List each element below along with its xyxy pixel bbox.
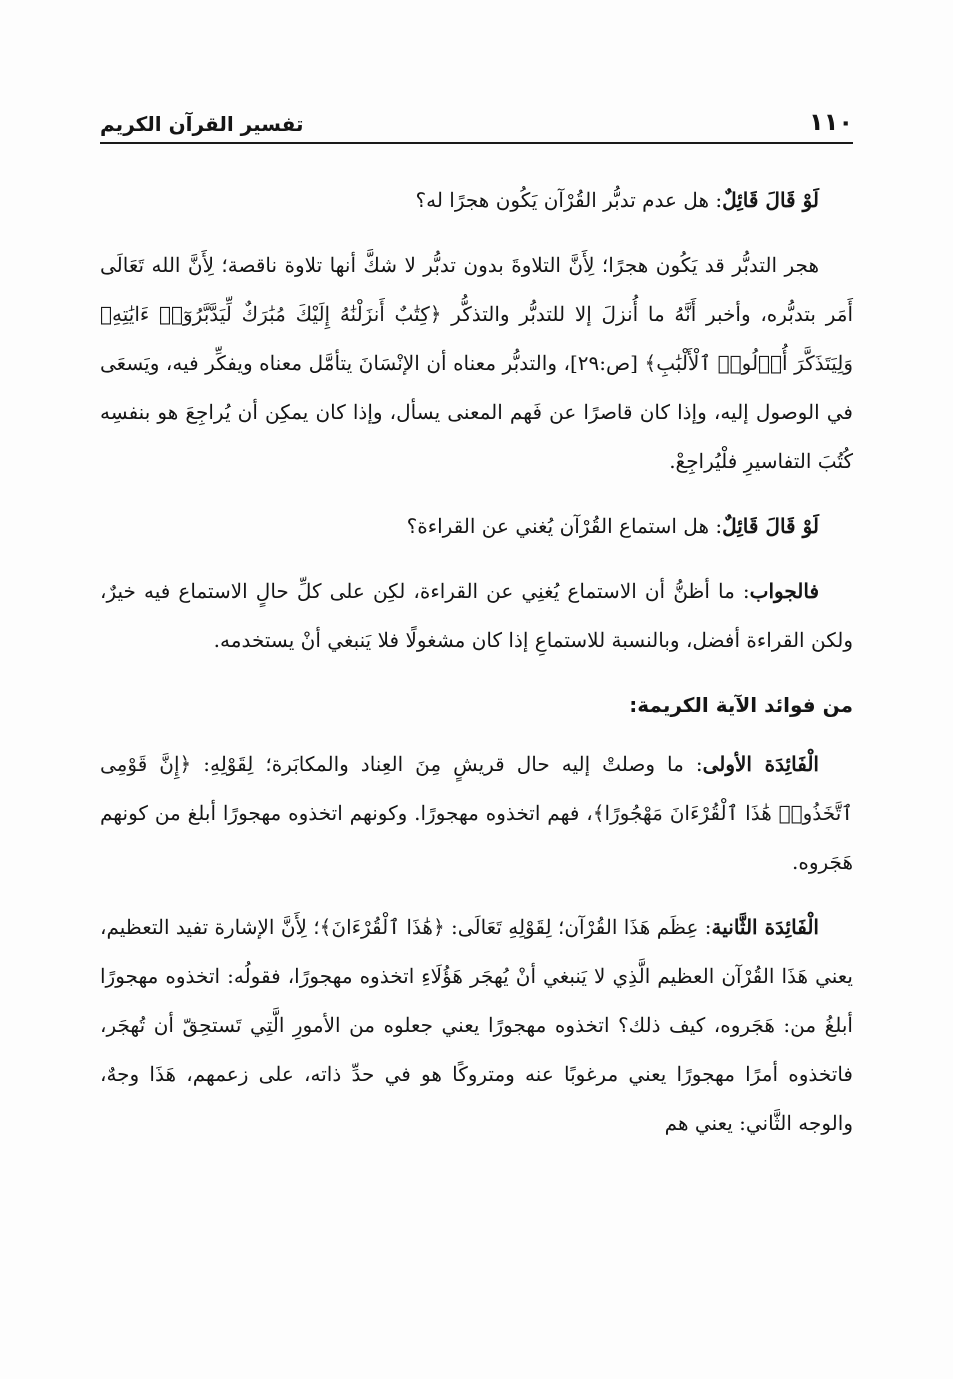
benefit-1 xyxy=(100,740,853,887)
answer-text: ، والتدبُّر معناه أن الإنْسَانَ يتأمَّل معناه ويفكِّر فيه، ويَسعَى في الوصول إليه، وإذا كان قاصرًا عن فَهم المعنى يسأل، وإذا كان يمكِن أن يُراجِعَ هو بنفسِه كُتُبَ التفاسيرِ فلْيُراجِعْ. xyxy=(100,351,853,473)
question-2 xyxy=(100,502,853,551)
benefit-label: الْفَائِدَة الثَّانية xyxy=(711,915,819,939)
answer-2 xyxy=(100,567,853,665)
verse-reference: [ص:٢٩] xyxy=(569,351,645,375)
answer-text: هجر التدبُّر قد يَكُون هجرًا؛ لِأَنَّ التلاوةَ بدون تدبُّر لا شكَّ أنها تلاوة ناقصة؛ لِأَنَّ الله تَعَالَى أَمَر بتدبُّره، وأخبر أَنَّهُ ما أُنزلَ إلا للتدبُّر والتذكُّر xyxy=(100,253,854,326)
benefit-text: : ما وصلتْ إليه حال قريشٍ مِنَ العِناد والمكابَرة؛ لِقَوْلِهِ: xyxy=(191,752,703,776)
answer-1 xyxy=(100,241,853,486)
answer-label: فالجواب xyxy=(749,579,819,603)
page-body xyxy=(100,176,853,1164)
answer-text: : ما أظنُّ أن الاستماع يُغنِي عن القراءة، لكِن على كلِّ حالٍ الاستماع فيه خيرٌ، ولكن القراءة أفضل، وبالنسبة للاستماعِ إذا كان مشغولًا فلا يَنبغي أنْ يستخدمه. xyxy=(100,579,853,652)
quran-verse: ﴿كِتَٰبٌ أَنزَلْنَٰهُ إِلَيْكَ مُبَٰرَكٌ لِّيَدَّبَّرُوٓا۟ ءَايَٰتِهِۦ وَلِيَتَذَكَّرَ أُو۟لُوا۟ ٱلْأَلْبَٰبِ﴾ xyxy=(100,302,853,375)
question-1 xyxy=(100,176,853,225)
quran-verse: ﴿هَٰذَا ٱلْقُرْءَانَ﴾ xyxy=(319,915,445,939)
question-label: لَوْ قَالَ قَائِلٌ xyxy=(722,514,819,538)
benefit-text: : عِظَم هَذَا القُرْآن؛ لِقَوْلِهِ تَعَالَى: xyxy=(444,915,712,939)
running-title: تفسير القرآن الكريم xyxy=(100,112,304,136)
benefit-text: ، فهم اتخذوه مهجورًا. وكونهم اتخذوه مهجورًا أبلغ من كونهم هَجَروه. xyxy=(100,801,853,874)
question-text: : هل عدم تدبُّر القُرْآن يَكُون هجرًا له؟ xyxy=(415,188,723,212)
section-title: من فوائد الآية الكريمة: xyxy=(629,693,853,717)
benefit-label: الْفَائِدَة الأولى xyxy=(702,752,819,776)
page-number: ١١٠ xyxy=(809,108,853,136)
page-header xyxy=(100,92,853,144)
benefit-2 xyxy=(100,903,853,1148)
quran-verse: ﴿إِنَّ قَوْمِى ٱتَّخَذُوا۟ هَٰذَا ٱلْقُرْءَانَ مَهْجُورًا﴾ xyxy=(100,752,853,825)
benefit-text: ؛ لِأَنَّ الإشارة تفيد التعظيم، يعني هَذَا القُرْآن العظيم الَّذِي لا يَنبغي أنْ يُهجَر هَؤُلَاءِ اتخذوه مهجورًا، فقولُه: اتخذوه مهجورًا أبلغُ من: هَجَروه، كيف ذلك؟ اتخذوه مهجورًا يعني جعلوه من الأمورِ الَّتِي تَستحِقّ أن تُهجَر، فاتخذوه أمرًا مهجورًا يعني مرغوبًا عنه ومتروكًا هو في حدِّ ذاته، على زعمهم، هَذَا وجهٌ، والوجه الثَّاني: يعني هم xyxy=(100,915,853,1135)
question-text: : هل استماع القُرْآن يُغني عن القراءة؟ xyxy=(406,514,723,538)
question-label: لَوْ قَالَ قَائِلٌ xyxy=(722,188,819,212)
